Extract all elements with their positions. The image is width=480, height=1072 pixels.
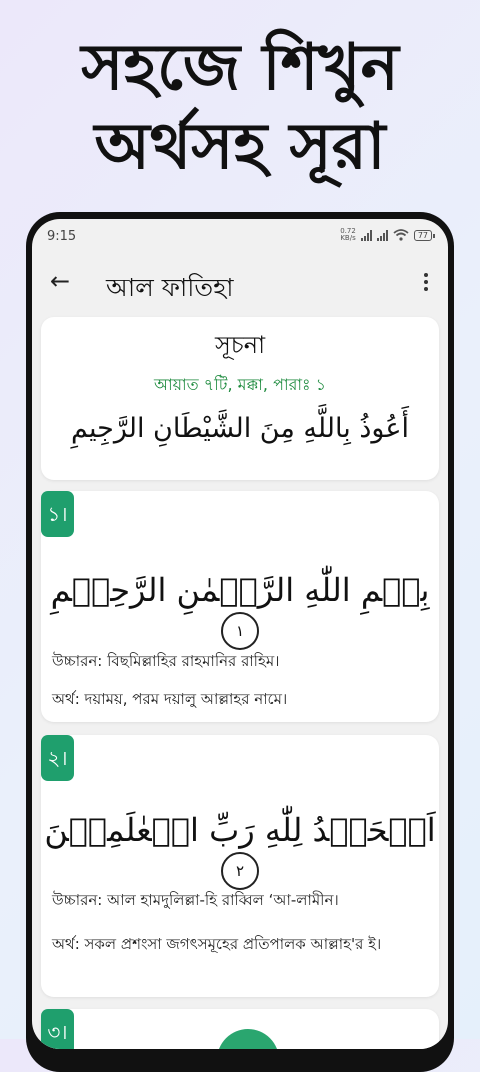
signal-icon [361, 230, 372, 241]
app-bar [32, 255, 448, 311]
taawwudh-arabic: أَعُوذُ بِاللَّهِ مِنَ الشَّيْطَانِ الرَّجِيمِ [71, 413, 409, 444]
network-speed-value: 0.72 [340, 227, 356, 235]
verse-arabic-text: اَلۡحَمۡدُ لِلّٰهِ رَبِّ الۡعٰلَمِیۡنَ [44, 811, 436, 849]
verse-meaning: অর্থ: দয়াময়, পরম দয়ালু আল্লাহর নামে। [52, 690, 288, 708]
status-bar [32, 219, 448, 255]
verse-meaning: অর্থ: সকল প্রশংসা জগৎসমূহের প্রতিপালক আল্লাহ'র ই। [52, 935, 382, 953]
floating-action-button[interactable] [217, 1029, 279, 1049]
intro-card [41, 317, 439, 480]
intro-heading: সূচনা [214, 331, 266, 359]
verse-pronunciation: উচ্চারন: বিছমিল্লাহির রাহমানির রাহিম। [52, 652, 280, 670]
verse-arabic [41, 571, 439, 650]
verse-number-badge: ২। [41, 735, 74, 781]
ayah-end-marker: ٢ [221, 852, 259, 890]
promo-line-2: অর্থসহ সূরা [94, 109, 386, 184]
app-screen [32, 219, 448, 1049]
network-speed-unit: KB/s [340, 234, 356, 242]
ayah-end-marker: ١ [221, 612, 259, 650]
status-time: 9:15 [47, 229, 77, 244]
verse-arabic-text: بِسۡمِ اللّٰهِ الرَّحۡمٰنِ الرَّحِیۡمِ [50, 571, 430, 609]
verse-card[interactable] [41, 1009, 439, 1049]
verse-card[interactable] [41, 491, 439, 722]
verse-number-badge: ৩। [41, 1009, 74, 1049]
page-title: আল ফাতিহা [106, 273, 234, 302]
promo-line-1: সহজে শিখুন [81, 30, 399, 105]
back-arrow-icon[interactable]: ← [49, 267, 71, 295]
network-speed [340, 228, 356, 242]
surah-meta: আয়াত ৭টি, মক্কা, পারাঃ ১ [153, 375, 327, 394]
battery-icon: 77 [414, 230, 432, 241]
verse-pronunciation: উচ্চারন: আল হামদুলিল্লা-হি রাব্বিল ‘আ-লামীন। [52, 891, 339, 909]
more-vertical-icon[interactable] [424, 273, 428, 291]
verse-number-badge: ১। [41, 491, 74, 537]
signal-icon [377, 230, 388, 241]
verse-arabic [41, 811, 439, 890]
status-icons [340, 228, 432, 242]
wifi-icon [393, 229, 409, 241]
verse-card[interactable] [41, 735, 439, 997]
